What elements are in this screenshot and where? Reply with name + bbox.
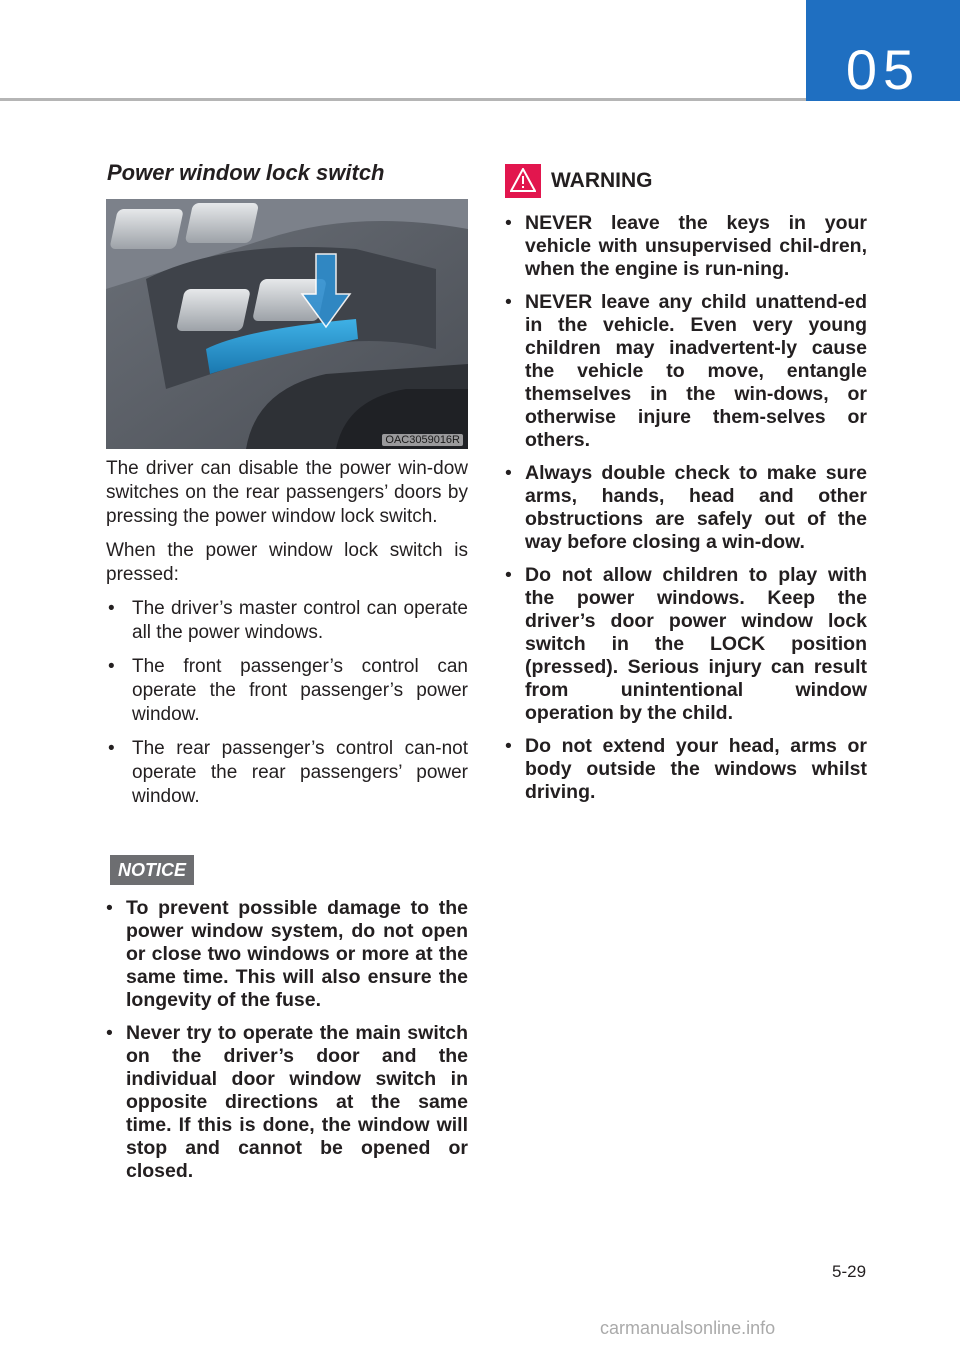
list-item: • The driver’s master control can operate all the power windows. [108,598,468,643]
list-item: • Always double check to make sure arms, hands, head and other obstructions are safely out of the way before closing a win-dow. [505,462,867,553]
right-column [505,164,867,814]
notice-list [106,897,468,1183]
figure-code: OAC3059016R [382,434,463,446]
list-item: • Do not allow children to play with the power windows. Keep the driver’s door power window lock switch in the LOCK position (pressed). Serious injury can result from unintentional window operation by the child. [505,564,867,724]
notice-label: NOTICE [110,855,194,885]
list-item: • NEVER leave the keys in your vehicle with unsupervised chil-dren, when the engine is run-ning. [505,212,867,280]
warning-header [505,164,867,198]
list-item: • NEVER leave any child unattend-ed in the vehicle. Even very young children may inadvertent-ly cause the vehicle to move, entangle themselves in the win-dows, or otherwise injure them-selves or others. [505,291,867,451]
door-panel-illustration [106,199,468,449]
list-item: • Never try to operate the main switch on the driver’s door and the individual door window switch in opposite directions at the same time. If this is done, the window will stop and cannot be opened or closed. [106,1022,468,1182]
warning-list [505,212,867,804]
watermark: carmanualsonline.info [600,1318,776,1338]
list-item: • To prevent possible damage to the power window system, do not open or close two windows or more at the same time. This will also ensure the longevity of the fuse. [106,897,468,1011]
body-paragraph: The driver can disable the power win-dow switches on the rear passengers’ doors by pressing the power window lock switch. [106,458,468,527]
section-title: Power window lock switch [107,160,385,185]
power-window-switch-figure [106,199,468,449]
list-item: • The rear passenger’s control can-not operate the rear passengers’ power window. [108,738,468,807]
warning-title: WARNING [551,169,653,192]
warning-triangle-icon [505,164,541,198]
body-paragraph: When the power window lock switch is pressed: [106,540,468,585]
list-item: • Do not extend your head, arms or body outside the windows whilst driving. [505,735,867,803]
bullet-list [106,597,468,809]
chapter-number: 05 [845,38,921,101]
chapter-tab [806,0,960,101]
header-rule [0,98,806,101]
list-item: • The front passenger’s control can operate the front passenger’s power window. [108,656,468,725]
page-number: 5-29 [832,1262,867,1281]
left-column [106,457,468,1193]
